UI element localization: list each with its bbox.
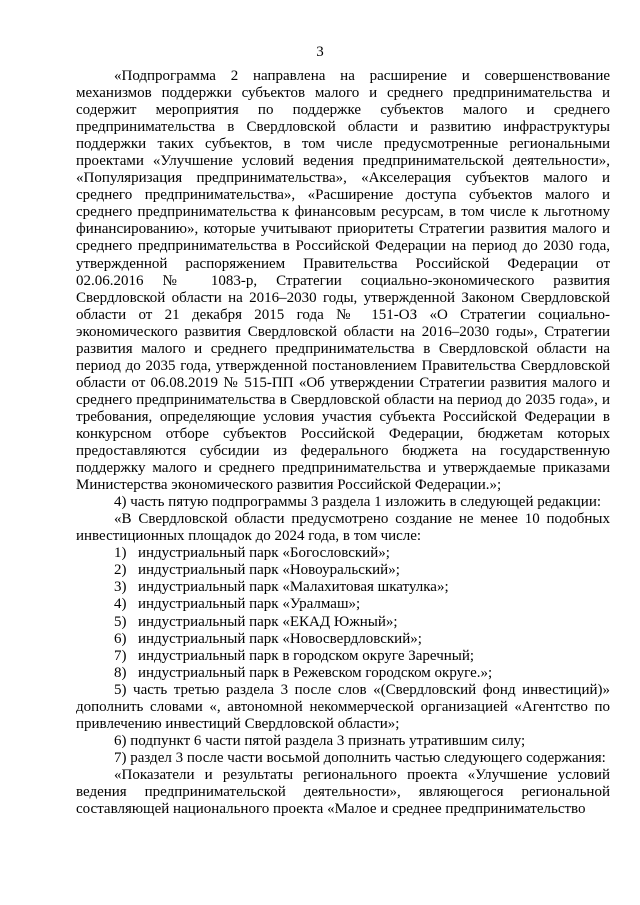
list-item-number: 8) xyxy=(114,664,127,681)
list-item xyxy=(76,665,610,682)
list-item-number: 6) xyxy=(114,630,127,647)
list-item-number: 5) xyxy=(114,613,127,630)
list-item-text: индустриальный парк «ЕКАД Южный»; xyxy=(138,613,398,630)
paragraph-subprogram-2: «Подпрограмма 2 направлена на расширение и совершенствование механизмов поддержки субъектов малого и среднего предпринимательства и содержит мероприятия по поддержке субъектов малого и среднего предпринимательства в Свердловской области и развитию инфраструктуры поддержки таких субъектов, в том числе предусмотренные региональными проектами «Улучшение условий ведения предпринимательской деятельности», «Популяризация предпринимательства», «Акселерация субъектов малого и среднего предпринимательства», «Расширение доступа субъектов малого и среднего предпринимательства к финансовым ресурсам, в том числе к льготному финансированию», которые учитывают приоритеты Стратегии развития малого и среднего предпринимательства в Российской Федерации на период до 2030 года, утвержденной распоряжением Правительства Российской Федерации от 02.06.2016 № 1083-р, Стратегии социально-экономического развития Свердловской области на 2016–2030 годы, утвержденной Законом Свердловской области от 21 декабря 2015 года № 151-ОЗ «О Стратегии социально-экономического развития Свердловской области на 2016–2030 годы», Стратегии развития малого и среднего предпринимательства в Свердловской области на период до 2035 года, утвержденной постановлением Правительства Свердловской области от 06.08.2019 № 515-ПП «Об утверждении Стратегии развития малого и среднего предпринимательства в Свердловской области на период до 2035 года», и требования, определяющие условия участия субъекта Российской Федерации в конкурсном отборе субъектов Российской Федерации, бюджетам которых предоставляются субсидии из федерального бюджета на государственную поддержку малого и среднего предпринимательства и утверждаемые приказами Министерства экономического развития Российской Федерации.»; xyxy=(76,68,610,494)
list-item xyxy=(76,579,610,596)
list-item-number: 4) xyxy=(114,596,127,613)
paragraph-item-6: 6) подпункт 6 части пятой раздела 3 признать утратившим силу; xyxy=(114,732,526,749)
list-item-text: индустриальный парк «Новосвердловский»; xyxy=(138,630,422,647)
list-item xyxy=(76,648,610,665)
list-item xyxy=(76,631,610,648)
list-item-text: индустриальный парк «Новоуральский»; xyxy=(138,562,400,579)
list-item xyxy=(76,596,610,613)
list-item-number: 2) xyxy=(114,562,127,579)
list-item-text: индустриальный парк в Режевском городском округе.»; xyxy=(138,664,493,681)
list-item-number: 7) xyxy=(114,647,127,664)
list-item-number: 1) xyxy=(114,545,127,562)
list-item xyxy=(76,562,610,579)
page-number: 3 xyxy=(316,44,324,60)
paragraph-item-5: 5) часть третью раздела 3 после слов «(Свердловский фонд инвестиций)» дополнить словами «, автономной некоммерческой организацией «Агентство по привлечению инвестиций Свердловской области»; xyxy=(76,681,610,732)
list-item-number: 3) xyxy=(114,579,127,596)
paragraph-item-4: 4) часть пятую подпрограммы 3 раздела 1 изложить в следующей редакции: xyxy=(114,494,602,511)
paragraph-item-7: 7) раздел 3 после части восьмой дополнить частью следующего содержания: xyxy=(114,749,606,766)
paragraph-indicators: «Показатели и результаты регионального проекта «Улучшение условий ведения предпринимательской деятельности», являющегося региональной составляющей национального проекта «Малое и среднее предпринимательство xyxy=(76,766,610,818)
industrial-parks-list xyxy=(76,545,610,681)
list-item xyxy=(76,614,610,631)
list-item xyxy=(76,545,610,562)
document-body xyxy=(76,68,610,818)
list-item-text: индустриальный парк «Богословский»; xyxy=(138,545,390,562)
list-item-text: индустриальный парк в городском округе Заречный; xyxy=(138,647,475,664)
list-item-text: индустриальный парк «Малахитовая шкатулка»; xyxy=(138,579,449,596)
paragraph-sites-intro: «В Свердловской области предусмотрено создание не менее 10 подобных инвестиционных площадок до 2024 года, в том числе: xyxy=(76,511,610,545)
list-item-text: индустриальный парк «Уралмаш»; xyxy=(138,596,361,613)
